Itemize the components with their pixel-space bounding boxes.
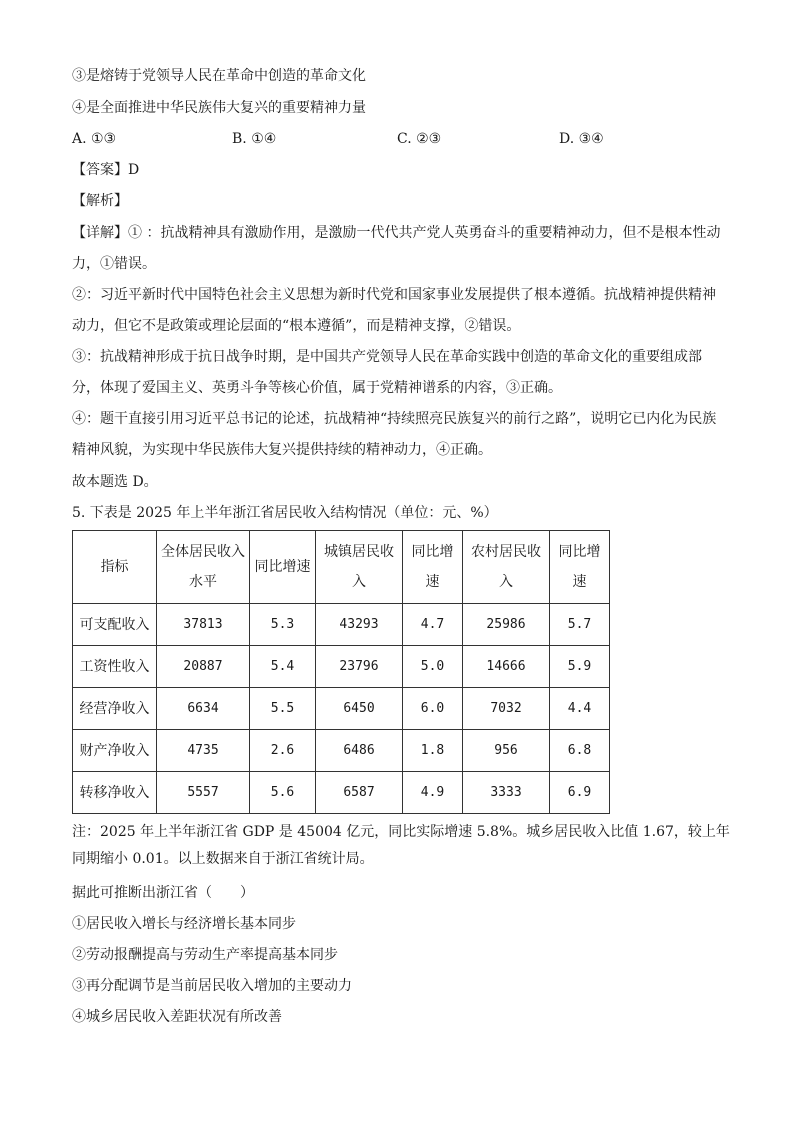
table-header-cell: 农村居民收入 — [463, 531, 550, 604]
table-cell: 工资性收入 — [73, 646, 157, 688]
table-header-cell: 同比增速 — [550, 531, 610, 604]
table-cell: 5.6 — [250, 772, 316, 814]
table-header-cell: 城镇居民收入 — [316, 531, 403, 604]
option-a: A. ①③ — [72, 131, 117, 147]
table-row — [73, 646, 610, 688]
statement-3: ③再分配调节是当前居民收入增加的主要动力 — [72, 978, 352, 994]
explanation-3: ③：抗战精神形成于抗日战争时期，是中国共产党领导人民在革命实践中创造的革命文化的重要组成部分，体现了爱国主义、英勇斗争等核心价值，属于党精神谱系的内容，③正确。 — [72, 349, 702, 396]
explanation-1: 【详解】① ：抗战精神具有激励作用，是激励一代代共产党人英勇奋斗的重要精神动力，但不是根本性动力，①错误。 — [72, 225, 721, 272]
option-c: C. ②③ — [397, 131, 442, 147]
table-cell: 6.0 — [403, 688, 463, 730]
table-cell: 6450 — [316, 688, 403, 730]
table-cell: 14666 — [463, 646, 550, 688]
table-cell: 25986 — [463, 604, 550, 646]
statement-1: ①居民收入增长与经济增长基本同步 — [72, 916, 296, 932]
table-cell: 2.6 — [250, 730, 316, 772]
table-cell: 5.9 — [550, 646, 610, 688]
statement-2: ②劳动报酬提高与劳动生产率提高基本同步 — [72, 947, 338, 963]
table-cell: 956 — [463, 730, 550, 772]
table-cell: 财产净收入 — [73, 730, 157, 772]
table-cell: 6.9 — [550, 772, 610, 814]
table-cell: 1.8 — [403, 730, 463, 772]
table-cell: 4.7 — [403, 604, 463, 646]
table-cell: 可支配收入 — [73, 604, 157, 646]
option-b: B. ①④ — [232, 131, 277, 147]
table-cell: 转移净收入 — [73, 772, 157, 814]
table-cell: 6.8 — [550, 730, 610, 772]
table-header-cell: 同比增速 — [250, 531, 316, 604]
table-cell: 5.3 — [250, 604, 316, 646]
statement-4: ④城乡居民收入差距状况有所改善 — [72, 1009, 282, 1025]
table-row — [73, 604, 610, 646]
table-cell: 4735 — [157, 730, 250, 772]
income-table — [72, 530, 610, 814]
statement-3: ③是熔铸于党领导人民在革命中创造的革命文化 — [72, 68, 366, 84]
table-row — [73, 730, 610, 772]
explanation-4: ④：题干直接引用习近平总书记的论述，抗战精神“持续照亮民族复兴的前行之路”，说明它已内化为民族精神风貌，为实现中华民族伟大复兴提供持续的精神动力，④正确。 — [72, 411, 717, 458]
table-header-cell: 同比增速 — [403, 531, 463, 604]
table-cell: 43293 — [316, 604, 403, 646]
table-cell: 20887 — [157, 646, 250, 688]
conclusion: 故本题选 D。 — [72, 474, 158, 490]
table-cell: 7032 — [463, 688, 550, 730]
table-cell: 经营净收入 — [73, 688, 157, 730]
table-cell: 5.0 — [403, 646, 463, 688]
option-d: D. ③④ — [559, 131, 604, 147]
table-cell: 5.5 — [250, 688, 316, 730]
table-cell: 37813 — [157, 604, 250, 646]
table-cell: 23796 — [316, 646, 403, 688]
explanation-2: ②：习近平新时代中国特色社会主义思想为新时代党和国家事业发展提供了根本遵循。抗战精神提供精神动力，但它不是政策或理论层面的“根本遵循”，而是精神支撑，②错误。 — [72, 287, 716, 334]
table-header-row — [73, 531, 610, 604]
table-cell: 6634 — [157, 688, 250, 730]
table-header-cell: 全体居民收入水平 — [157, 531, 250, 604]
question-prompt: 据此可推断出浙江省（ ） — [72, 885, 254, 901]
table-note: 注：2025 年上半年浙江省 GDP 是 45004 亿元，同比实际增速 5.8%。城乡居民收入比值 1.67，较上年同期缩小 0.01。以上数据来自于浙江省统计局。 — [72, 824, 730, 867]
statement-4: ④是全面推进中华民族伟大复兴的重要精神力量 — [72, 100, 366, 116]
table-row — [73, 688, 610, 730]
table-cell: 5.7 — [550, 604, 610, 646]
table-cell: 3333 — [463, 772, 550, 814]
table-cell: 5557 — [157, 772, 250, 814]
answer-options — [72, 129, 732, 149]
answer-label: 【答案】D — [72, 162, 140, 178]
table-cell: 5.4 — [250, 646, 316, 688]
table-header-cell: 指标 — [73, 531, 157, 604]
question-5-title: 5. 下表是 2025 年上半年浙江省居民收入结构情况（单位：元、%） — [72, 505, 498, 521]
table-cell: 4.4 — [550, 688, 610, 730]
table-row — [73, 772, 610, 814]
analysis-label: 【解析】 — [72, 193, 128, 209]
table-cell: 4.9 — [403, 772, 463, 814]
table-cell: 6486 — [316, 730, 403, 772]
table-cell: 6587 — [316, 772, 403, 814]
